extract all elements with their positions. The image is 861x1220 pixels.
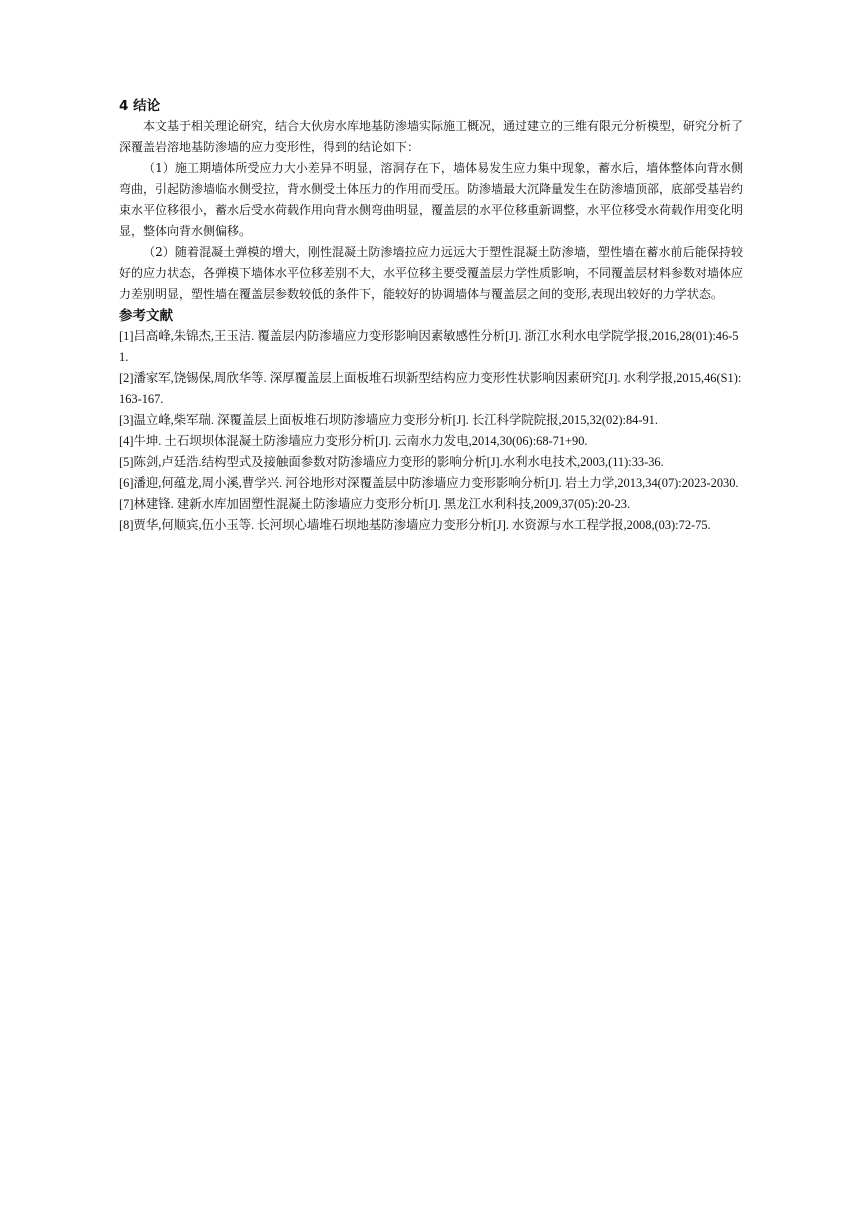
document-page [119, 96, 743, 536]
reference-item-6: [6]潘迎,何蕴龙,周小溪,曹学兴. 河谷地形对深覆盖层中防渗墙应力变形影响分析[J]. 岩土力学,2013,34(07):2023-2030. [119, 476, 739, 490]
reference-item-3: [3]温立峰,柴军瑞. 深覆盖层上面板堆石坝防渗墙应力变形分析[J]. 长江科学院院报,2015,32(02):84-91. [119, 413, 658, 427]
conclusion-point-1-paragraph: （1）施工期墙体所受应力大小差异不明显，溶洞存在下，墙体易发生应力集中现象，蓄水后，墙体整体向背水侧弯曲，引起防渗墙临水侧受拉，背水侧受土体压力的作用而受压。防渗墙最大沉降量发生在防渗墙顶部，底部受基岩约束水平位移很小，蓄水后受水荷载作用向背水侧弯曲明显，覆盖层的水平位移重新调整，水平位移受水荷载作用变化明显，整体向背水侧偏移。 [119, 161, 744, 238]
reference-item-1: [1]吕高峰,朱锦杰,王玉洁. 覆盖层内防渗墙应力变形影响因素敏感性分析[J]. 浙江水利水电学院学报,2016,28(01):46-51. [119, 329, 739, 364]
section-title: 4 结论 [119, 98, 161, 114]
conclusion-intro-paragraph: 本文基于相关理论研究，结合大伙房水库地基防渗墙实际施工概况，通过建立的三维有限元分析模型，研究分析了深覆盖岩溶地基防渗墙的应力变形性，得到的结论如下： [119, 119, 744, 154]
reference-item-4: [4]牛坤. 土石坝坝体混凝土防渗墙应力变形分析[J]. 云南水力发电,2014,30(06):68-71+90. [119, 434, 588, 448]
reference-item-2: [2]潘家军,饶锡保,周欣华等. 深厚覆盖层上面板堆石坝新型结构应力变形性状影响因素研究[J]. 水利学报,2015,46(S1):163-167. [119, 371, 742, 406]
references-title: 参考文献 [119, 308, 173, 324]
reference-list [119, 326, 743, 536]
reference-item-8: [8]贾华,何顺宾,伍小玉等. 长河坝心墙堆石坝地基防渗墙应力变形分析[J]. 水资源与水工程学报,2008,(03):72-75. [119, 518, 711, 532]
conclusion-point-2-paragraph: （2）随着混凝土弹模的增大，刚性混凝土防渗墙拉应力远远大于塑性混凝土防渗墙，塑性墙在蓄水前后能保持较好的应力状态，各弹模下墙体水平位移差别不大，水平位移主要受覆盖层力学性质影响，不同覆盖层材料参数对墙体应力差别明显，塑性墙在覆盖层参数较低的条件下，能较好的协调墙体与覆盖层之间的变形,表现出较好的力学状态。 [119, 245, 744, 301]
reference-item-7: [7]林建锋. 建新水库加固塑性混凝土防渗墙应力变形分析[J]. 黑龙江水利科技,2009,37(05):20-23. [119, 497, 631, 511]
reference-item-5: [5]陈剑,卢廷浩.结构型式及接触面参数对防渗墙应力变形的影响分析[J].水利水电技术,2003,(11):33-36. [119, 455, 664, 469]
